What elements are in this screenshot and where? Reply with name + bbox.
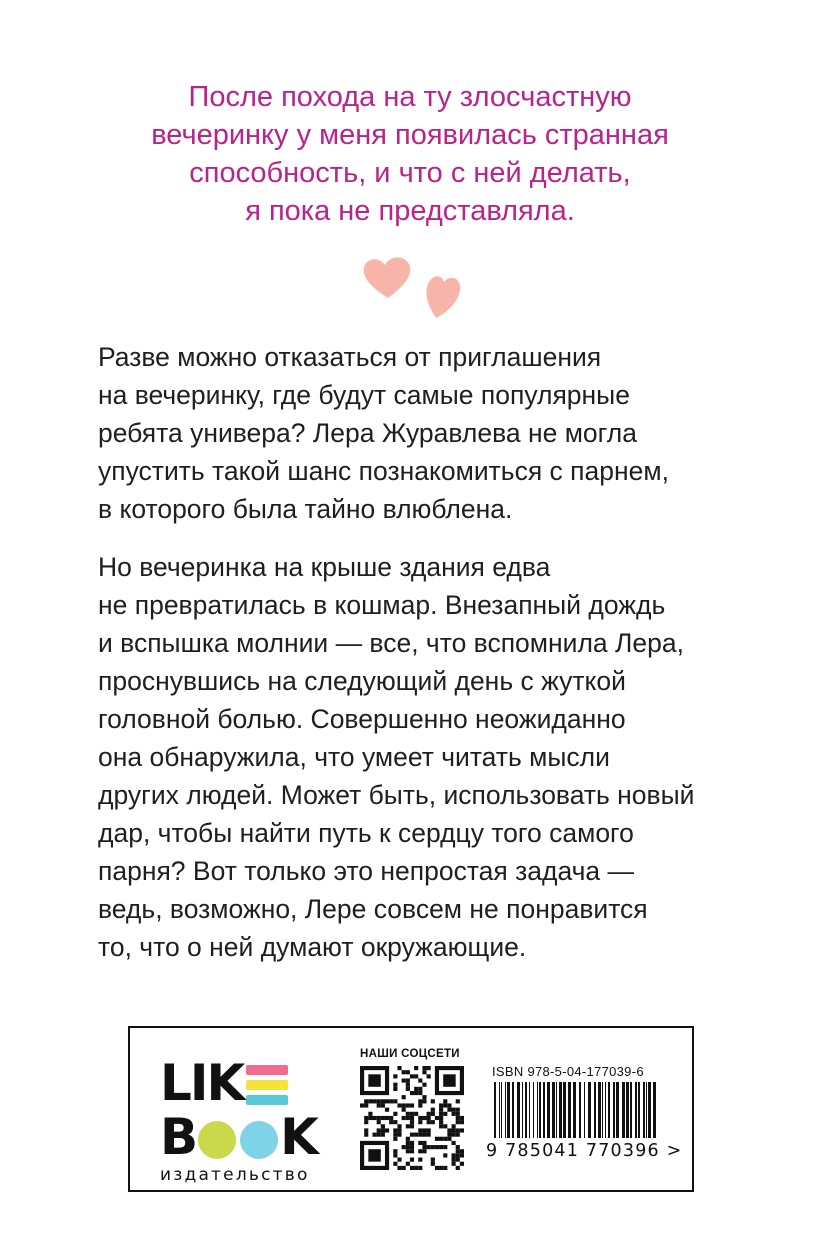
qr-code-icon[interactable] xyxy=(360,1066,464,1170)
isbn-text: ISBN 978-5-04-177039-6 xyxy=(492,1064,644,1079)
tagline-line: я пока не представляла. xyxy=(245,195,575,227)
heart-icon xyxy=(426,276,460,318)
barcode-icon xyxy=(492,1082,658,1138)
heart-icon xyxy=(364,257,410,298)
text-line: Но вечеринка на крыше здания едва xyxy=(98,552,551,582)
text-line: головной болью. Совершенно неожиданно xyxy=(98,704,626,734)
text-line: и вспышка молнии — все, что вспомнила Лера, xyxy=(98,628,684,658)
tagline-line: способность, и что с ней делать, xyxy=(189,157,631,189)
tagline-line: вечеринку у меня появилась странная xyxy=(151,119,669,151)
text-line: то, что о ней думают окружающие. xyxy=(98,932,527,962)
text-line: не превратилась в кошмар. Внезапный дождь xyxy=(98,590,666,620)
text-line: ребята универа? Лера Журавлева не могла xyxy=(98,418,637,448)
publisher-footer xyxy=(128,1026,694,1192)
barcode-number: 9 785041 770396 > xyxy=(486,1141,683,1161)
social-label: НАШИ СОЦСЕТИ xyxy=(360,1048,460,1060)
logo-e-stripes-icon xyxy=(246,1065,288,1105)
logo-text-lik: LIK xyxy=(160,1054,244,1112)
logo-letter-k: K xyxy=(280,1108,317,1166)
text-line: Разве можно отказаться от приглашения xyxy=(98,342,602,372)
logo-letter-b: B xyxy=(160,1108,197,1166)
logo-row-like xyxy=(160,1054,324,1112)
logo-row-book xyxy=(160,1108,324,1166)
text-line: в которого была тайно влюблена. xyxy=(98,494,513,524)
logo-o-lime-icon xyxy=(198,1121,236,1159)
text-line: других людей. Может быть, использовать новый xyxy=(98,780,695,810)
hearts-decoration xyxy=(358,252,468,324)
text-line: на вечеринку, где будут самые популярные xyxy=(98,380,630,410)
logo-subtitle: издательство xyxy=(160,1165,310,1185)
text-line: упустить такой шанс познакомиться с парнем, xyxy=(98,456,669,486)
text-line: дар, чтобы найти путь к сердцу того самого xyxy=(98,818,634,848)
publisher-logo xyxy=(160,1054,324,1185)
text-line: парня? Вот только это непростая задача — xyxy=(98,856,635,886)
text-line: проснувшись на следующий день с жуткой xyxy=(98,666,626,696)
description-paragraph-1 xyxy=(98,338,748,528)
logo-o-blue-icon xyxy=(240,1121,278,1159)
tagline-line: После похода на ту злосчастную xyxy=(188,81,632,113)
tagline xyxy=(60,78,760,230)
description-paragraph-2 xyxy=(98,548,748,966)
text-line: она обнаружила, что умеет читать мысли xyxy=(98,742,610,772)
text-line: ведь, возможно, Лере совсем не понравится xyxy=(98,894,648,924)
